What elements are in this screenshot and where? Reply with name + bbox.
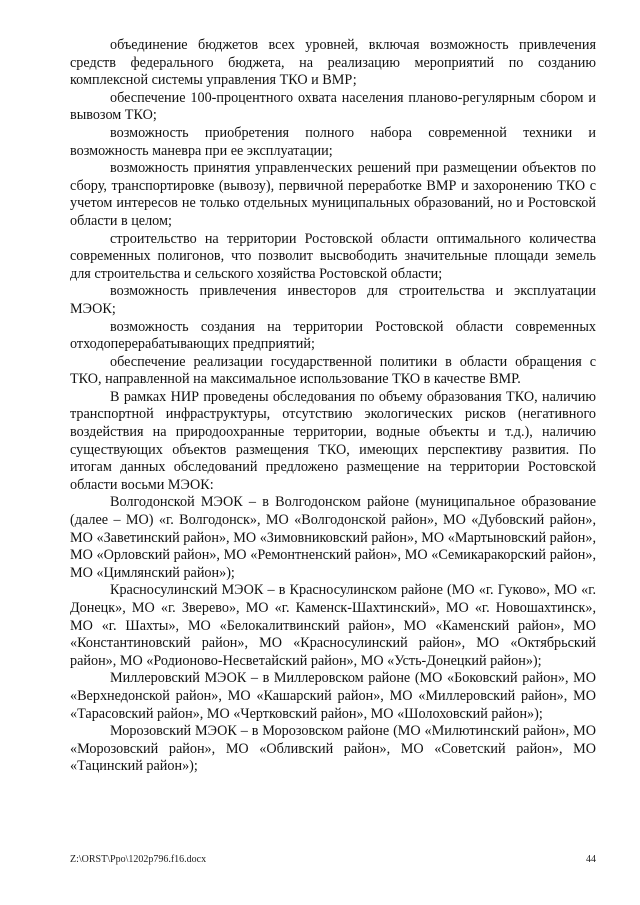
document-page (70, 37, 596, 776)
paragraph-equipment: возможность приобретения полного набора современной техники и возможность маневра при ее эксплуатации; (70, 124, 596, 159)
footer-page-number: 44 (586, 854, 596, 865)
paragraph-research-summary: В рамках НИР проведены обследования по объему образования ТКО, наличию транспортной инфраструктуры, отсутствию экологических рисков (негативного воздействия на природоохранные территории, водные объекты и т.д.), наличию существующих объектов размещения ТКО, имеющих перспективу развития. По итогам данных обследований предложено размещение на территории Ростовской области восьми МЭОК: (70, 388, 596, 493)
paragraph-management-decisions: возможность принятия управленческих решений при размещении объектов по сбору, транспортировке (вывозу), первичной переработке ВМР и захоронению ТКО с учетом интересов не только отдельных муниципальных образований, но и Ростовской области в целом; (70, 160, 596, 229)
paragraph-morozovsk-meok: Морозовский МЭОК – в Морозовском районе (МО «Милютинский район», МО «Морозовский район», МО «Обливский район», МО «Советский район», МО «Тацинский район»); (70, 723, 596, 775)
paragraph-budget-union: объединение бюджетов всех уровней, включая возможность привлечения средств федерального бюджета, на реализацию мероприятий по созданию комплексной системы управления ТКО и ВМР; (70, 37, 596, 89)
paragraph-full-coverage: обеспечение 100-процентного охвата населения планово-регулярным сбором и вывозом ТКО; (70, 89, 596, 124)
paragraph-landfill-construction: строительство на территории Ростовской области оптимального количества современных полигонов, что позволит высвободить значительные площади земель для строительства и сельского хозяйства Ростовской области; (70, 230, 596, 282)
paragraph-processing-plants: возможность создания на территории Ростовской области современных отходоперерабатывающих предприятий; (70, 318, 596, 353)
paragraph-millerovo-meok: Миллеровский МЭОК – в Миллеровском районе (МО «Боковский район», МО «Верхнедонской район», МО «Кашарский район», МО «Миллеровский район», МО «Тарасовский район», МО «Чертковский район», МО «Шолоховский район»); (70, 670, 596, 722)
paragraph-volgodonsk-meok: Волгодонской МЭОК – в Волгодонском районе (муниципальное образование (далее – МО) «г. Волгодонск», МО «Волгодонской район», МО «Дубовский район», МО «Заветинский район», МО «Зимовниковский район», МО «Мартыновский район», МО «Орловский район», МО «Ремонтненский район», МО «Семикаракорский район», МО «Цимлянский район»); (70, 494, 596, 581)
paragraph-investors: возможность привлечения инвесторов для строительства и эксплуатации МЭОК; (70, 283, 596, 317)
paragraph-krasnosulinsk-meok: Красносулинский МЭОК – в Красносулинском районе (МО «г. Гуково», МО «г. Донецк», МО «г. Зверево», МО «г. Каменск-Шахтинский», МО «г. Новошахтинск», МО «г. Шахты», МО «Белокалитвинский район», МО «Каменский район», МО «Константиновский район», МО «Красносулинский район», МО «Октябрьский район», МО «Родионово-Несветайский район», МО «Усть-Донецкий район»); (70, 582, 596, 669)
footer-file-path: Z:\ORST\Ppo\1202p796.f16.docx (70, 854, 207, 865)
paragraph-state-policy: обеспечение реализации государственной политики в области обращения с ТКО, направленной на максимальное использование ТКО в качестве ВМР. (70, 353, 596, 388)
